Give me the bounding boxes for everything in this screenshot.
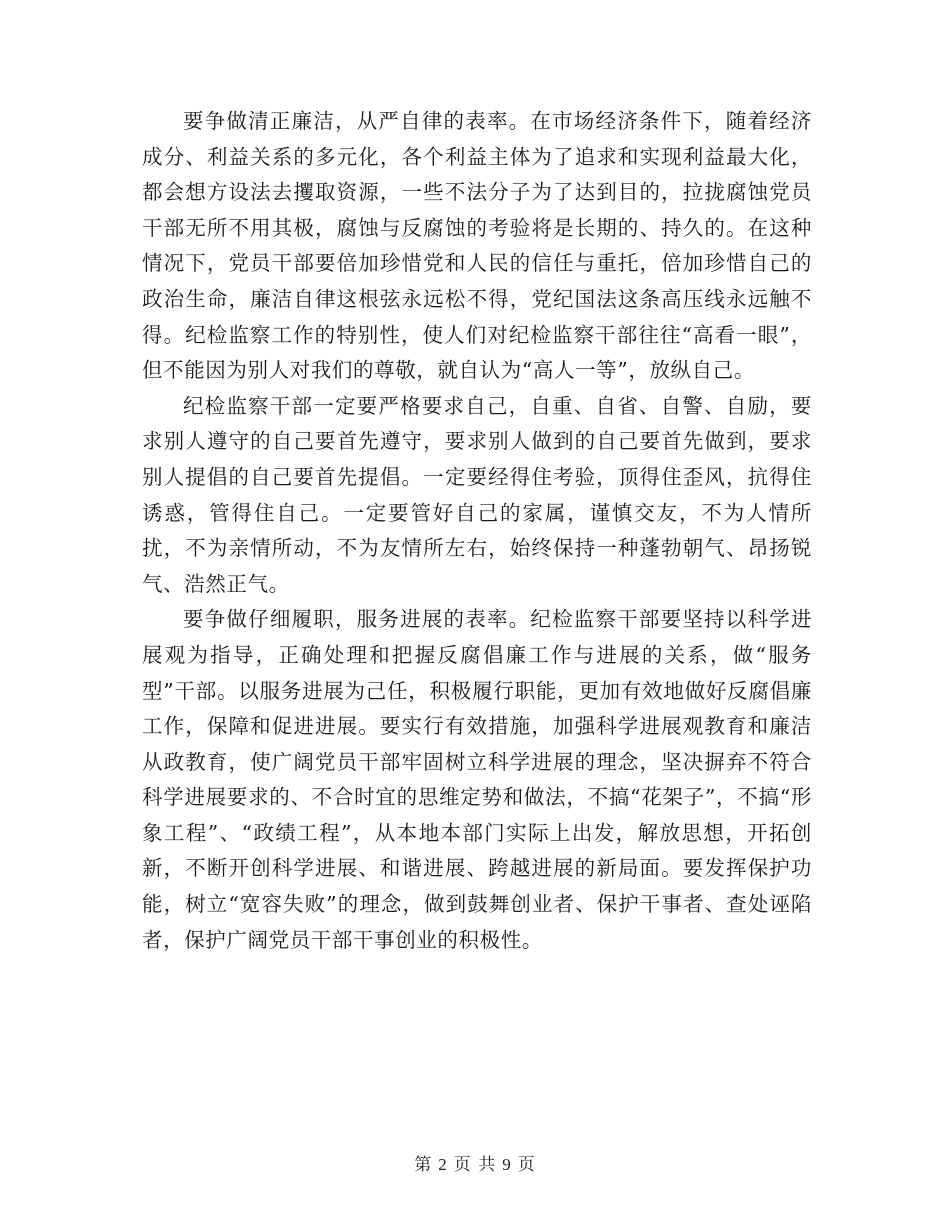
total-pages-number: 9 xyxy=(502,1155,512,1174)
document-body xyxy=(142,104,812,958)
paragraph: 纪检监察干部一定要严格要求自己，自重、自省、自警、自励，要求别人遵守的自己要首先遵守，要求别人做到的自己要首先做到，要求别人提倡的自己要首先提倡。一定要经得住考验，顶得住歪风，抗得住诱惑，管得住自己。一定要管好自己的家属，谨慎交友，不为人情所扰，不为亲情所动，不为友情所左右，始终保持一种蓬勃朝气、昂扬锐气、浩然正气。 xyxy=(142,393,812,596)
footer-prefix: 第 xyxy=(414,1155,433,1175)
page-footer xyxy=(0,1150,950,1175)
paragraph: 要争做清正廉洁，从严自律的表率。在市场经济条件下，随着经济成分、利益关系的多元化，各个利益主体为了追求和实现利益最大化，都会想方设法去攫取资源，一些不法分子为了达到目的，拉拢腐蚀党员干部无所不用其极，腐蚀与反腐蚀的考验将是长期的、持久的。在这种情况下，党员干部要倍加珍惜党和人民的信任与重托，倍加珍惜自己的政治生命，廉洁自律这根弦永远松不得，党纪国法这条高压线永远触不得。纪检监察工作的特别性，使人们对纪检监察干部往往“高看一眼”，但不能因为别人对我们的尊敬，就自认为“高人一等”，放纵自己。 xyxy=(142,109,812,383)
paragraph: 要争做仔细履职，服务进展的表率。纪检监察干部要坚持以科学进展观为指导，正确处理和把握反腐倡廉工作与进展的关系，做“服务型”干部。以服务进展为己任，积极履行职能，更加有效地做好反腐倡廉工作，保障和促进进展。要实行有效措施，加强科学进展观教育和廉洁从政教育，使广阔党员干部牢固树立科学进展的理念，坚决摒弃不符合科学进展要求的、不合时宜的思维定势和做法，不搞“花架子”，不搞“形象工程”、“政绩工程”，从本地本部门实际上出发，解放思想，开拓创新，不断开创科学进展、和谐进展、跨越进展的新局面。要发挥保护功能，树立“宽容失败”的理念，做到鼓舞创业者、保护干事者、查处诬陷者，保护广阔党员干部干事创业的积极性。 xyxy=(142,607,812,952)
current-page-number: 2 xyxy=(438,1155,448,1174)
footer-suffix: 页 xyxy=(517,1155,536,1175)
footer-middle: 页 共 xyxy=(453,1155,497,1175)
